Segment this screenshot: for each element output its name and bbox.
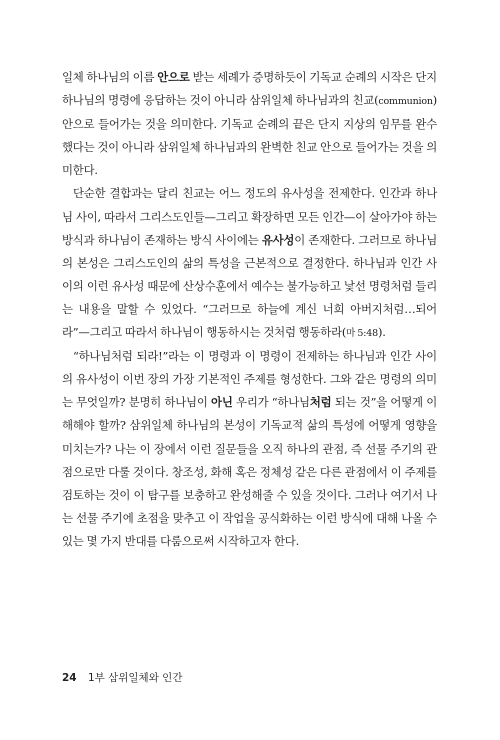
small-text: communion <box>378 96 433 108</box>
page-number: 24 <box>62 672 77 684</box>
text-run: “하나님처럼 되라!”라는 이 명령과 이 명령이 전제하는 하나님과 인간 사이의 유사성이 이번 장의 가장 기본적인 주제를 형성한다. 그와 같은 명령의 의미는 무엇일까? 분명히 하나님이 <box>62 349 437 410</box>
emphasized-text: 아닌 <box>211 395 233 410</box>
small-text: 마 5:48 <box>346 328 378 340</box>
text-run: 우리가 “하나님 <box>232 395 310 410</box>
running-section-title: 1부 삼위일체와 인간 <box>87 672 183 684</box>
text-run: ). <box>377 325 386 340</box>
paragraph <box>62 345 437 553</box>
paragraph <box>62 182 437 345</box>
body-text <box>62 66 437 553</box>
text-run: ) 안으로 들어가는 것을 의미한다. 기독교 순례의 끝은 단지 지상의 임무를 완수했다는 것이 아니라 삼위일체 하나님과의 완벽한 친교 안으로 들어가는 것을 의미한다. <box>62 93 438 178</box>
text-run: 이 존재한다. 그러므로 하나님의 본성은 그리스도인의 삶의 특성을 근본적으로 결정한다. 하나님과 인간 사이의 이런 유사성 때문에 산상수훈에서 예수는 불가능하고 낯선 명령처럼 들리는 내용을 말할 수 있었다. “그러므로 하늘에 계신 너희 아버지처럼…되어라”—그리고 따라서 하나님이 행동하시는 것처럼 행동하라( <box>62 232 438 340</box>
text-run: 일체 하나님의 이름 <box>62 70 158 84</box>
page-footer <box>62 670 182 685</box>
text-run: 되는 것”을 어떻게 이해해야 할까? 삼위일체 하나님의 본성이 기독교적 삶의 특성에 어떻게 영향을 미치는가? 나는 이 장에서 이런 질문들을 오직 하나의 관점, 즉 선물 주기의 관점으로만 다룰 것이다. 창조성, 화해 혹은 정체성 같은 다른 관점에서 이 주제를 검토하는 것이 이 탐구를 보충하고 완성해줄 수 있을 것이다. 그러나 여기서 나는 선물 주기에 초점을 맞추고 이 작업을 공식화하는 이런 방식에 대해 나올 수 있는 몇 가지 반대를 다룸으로써 시작하고자 한다. <box>62 395 438 548</box>
text-run: 받는 세례가 증명하듯이 기독교 순례의 시작은 단지 하나님의 명령에 응답하는 것이 아니라 삼위일체 하나님과의 친교( <box>62 70 437 108</box>
emphasized-text: 안으로 <box>157 70 190 84</box>
paragraph <box>62 66 437 182</box>
emphasized-text: 처럼 <box>309 395 332 410</box>
text-run: 단순한 결합과는 달리 친교는 어느 정도의 유사성을 전제한다. 인간과 하나님 사이, 따라서 그리스도인들—그리고 확장하면 모든 인간—이 살아가야 하는 방식과 하나님이 존재하는 방식 사이에는 <box>62 186 437 247</box>
emphasized-text: 유사성 <box>261 232 295 247</box>
